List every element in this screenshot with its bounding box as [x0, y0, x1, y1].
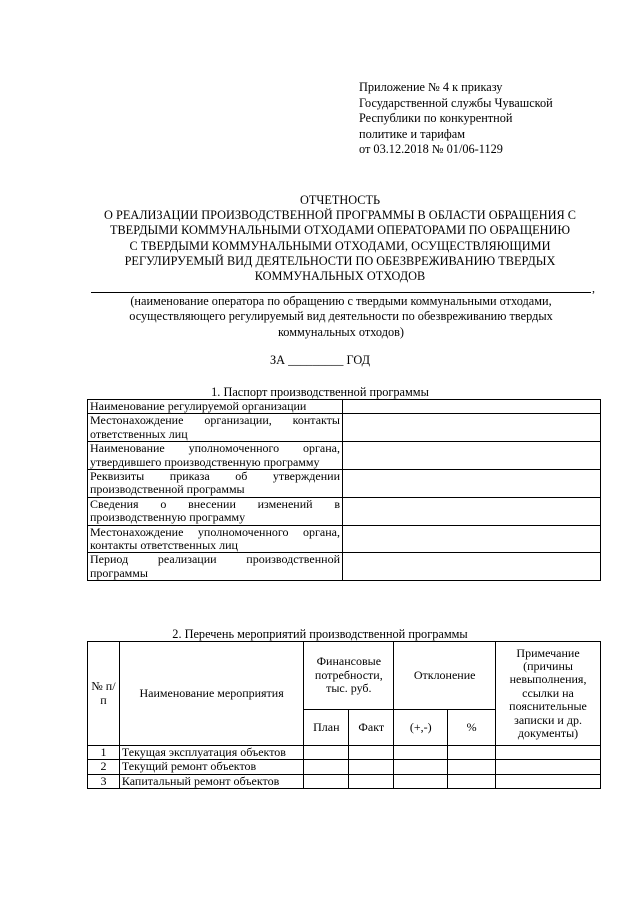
deviation-percent-cell[interactable]	[448, 760, 496, 774]
fact-cell[interactable]	[349, 760, 394, 774]
caption-line: коммунальных отходов)	[277, 324, 405, 339]
activities-table	[87, 641, 601, 789]
note-cell[interactable]	[496, 760, 601, 774]
appendix-line: Республики по конкурентной	[359, 111, 513, 126]
table-row	[88, 746, 601, 760]
note-cell[interactable]	[496, 774, 601, 788]
deviation-percent-cell[interactable]	[448, 774, 496, 788]
table-row	[88, 774, 601, 788]
title-line: ТВЕРДЫМИ КОММУНАЛЬНЫМИ ОТХОДАМИ ОПЕРАТОРАМИ ПО ОБРАЩЕНИЮ	[109, 223, 571, 238]
passport-label: Местонахождение уполномоченного органа, контакты ответственных лиц	[88, 525, 343, 553]
note-cell[interactable]	[496, 746, 601, 760]
title-line: С ТВЕРДЫМИ КОММУНАЛЬНЫМИ ОТХОДАМИ, ОСУЩЕСТВЛЯЮЩИМИ	[129, 238, 551, 253]
report-year-line: ЗА _________ ГОД	[270, 353, 370, 367]
row-activity-name: Капитальный ремонт объектов	[119, 774, 303, 788]
col-header-name: Наименование мероприятия	[119, 642, 303, 746]
deviation-abs-cell[interactable]	[394, 760, 448, 774]
row-num: 3	[88, 774, 120, 788]
appendix-line: Приложение № 4 к приказу	[359, 80, 503, 94]
table-row	[88, 553, 601, 581]
row-num: 1	[88, 746, 120, 760]
appendix-line: Государственной службы Чувашской	[359, 95, 553, 110]
col-header-plusminus: (+,-)	[394, 710, 448, 746]
col-header-fact: Факт	[349, 710, 394, 746]
passport-value-cell[interactable]	[343, 470, 601, 498]
passport-value-cell[interactable]	[343, 553, 601, 581]
document-title	[80, 193, 600, 284]
deviation-percent-cell[interactable]	[448, 746, 496, 760]
col-header-plan: План	[304, 710, 349, 746]
col-header-percent: %	[448, 710, 496, 746]
passport-value-cell[interactable]	[343, 442, 601, 470]
fact-cell[interactable]	[349, 746, 394, 760]
section2-title: 2. Перечень мероприятий производственной программы	[172, 627, 468, 641]
passport-value-cell[interactable]	[343, 400, 601, 414]
col-header-num: № п/п	[88, 642, 120, 746]
plan-cell[interactable]	[304, 746, 349, 760]
caption-line: осуществляющего регулируемый вид деятельности по обезвреживанию твердых	[129, 309, 553, 324]
table-row	[88, 400, 601, 414]
passport-label: Реквизиты приказа об утверждении производственной программы	[88, 470, 343, 498]
title-line: ОТЧЕТНОСТЬ	[299, 193, 381, 207]
row-activity-name: Текущий ремонт объектов	[119, 760, 303, 774]
table-row	[88, 470, 601, 498]
appendix-line: политике и тарифам	[359, 126, 466, 141]
caption-line: (наименование оператора по обращению с твердыми коммунальными отходами,	[130, 294, 552, 308]
fact-cell[interactable]	[349, 774, 394, 788]
col-header-deviation: Отклонение	[394, 642, 496, 710]
plan-cell[interactable]	[304, 774, 349, 788]
table-row	[88, 760, 601, 774]
appendix-line: от 03.12.2018 № 01/06-1129	[359, 142, 503, 157]
passport-label: Наименование уполномоченного органа, утвердившего производственную программу	[88, 442, 343, 470]
deviation-abs-cell[interactable]	[394, 746, 448, 760]
table-row	[88, 525, 601, 553]
operator-line-comma: ,	[592, 281, 595, 295]
table-row	[88, 414, 601, 442]
operator-name-line	[91, 292, 591, 293]
section1-title: 1. Паспорт производственной программы	[211, 385, 429, 399]
passport-label: Сведения о внесении изменений в производственную программу	[88, 497, 343, 525]
passport-value-cell[interactable]	[343, 525, 601, 553]
title-line: КОММУНАЛЬНЫХ ОТХОДОВ	[254, 269, 426, 284]
passport-table	[87, 399, 601, 581]
table-row	[88, 497, 601, 525]
title-line: РЕГУЛИРУЕМЫЙ ВИД ДЕЯТЕЛЬНОСТИ ПО ОБЕЗВРЕЖИВАНИЮ ТВЕРДЫХ	[124, 253, 556, 268]
passport-label: Местонахождение организации, контакты ответственных лиц	[88, 414, 343, 442]
table-row	[88, 442, 601, 470]
col-header-finance: Финансовые потребности, тыс. руб.	[304, 642, 394, 710]
appendix-header	[359, 80, 599, 158]
deviation-abs-cell[interactable]	[394, 774, 448, 788]
passport-value-cell[interactable]	[343, 497, 601, 525]
operator-caption	[100, 294, 582, 340]
passport-value-cell[interactable]	[343, 414, 601, 442]
header-row	[88, 642, 601, 710]
row-num: 2	[88, 760, 120, 774]
title-line: О РЕАЛИЗАЦИИ ПРОИЗВОДСТВЕННОЙ ПРОГРАММЫ В ОБЛАСТИ ОБРАЩЕНИЯ С	[104, 208, 576, 223]
row-activity-name: Текущая эксплуатация объектов	[119, 746, 303, 760]
col-header-note: Примечание (причины невыполнения, ссылки на пояснительные записки и др. документы)	[496, 642, 601, 746]
passport-label: Наименование регулируемой организации	[88, 400, 343, 414]
passport-label: Период реализации производственной программы	[88, 553, 343, 581]
plan-cell[interactable]	[304, 760, 349, 774]
